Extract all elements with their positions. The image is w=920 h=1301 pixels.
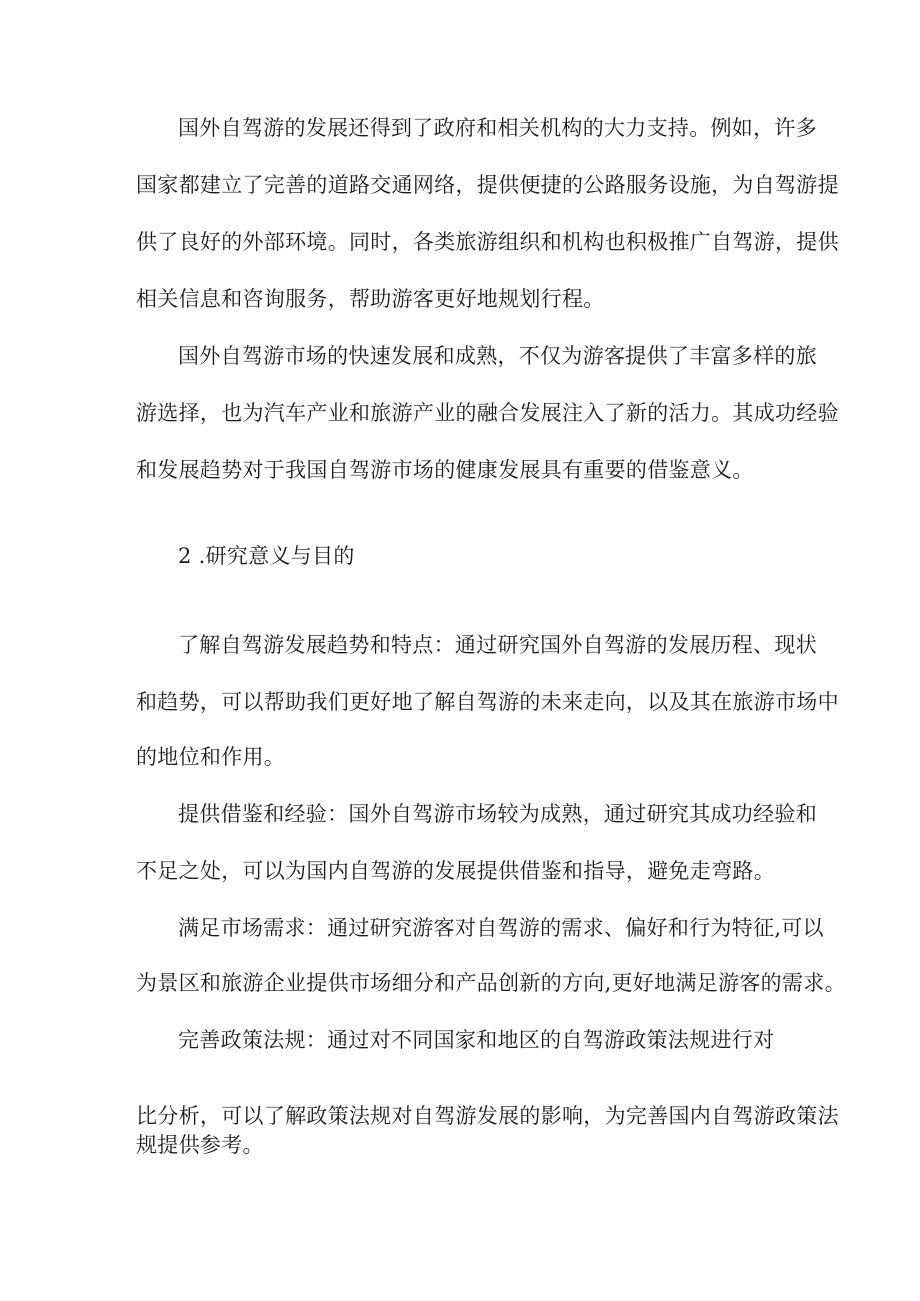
paragraph-5-line-1: 满足市场需求：通过研究游客对自驾游的需求、偏好和行为特征,可以 bbox=[178, 916, 824, 940]
section-heading: 2 .研究意义与目的 bbox=[178, 544, 355, 568]
paragraph-1-line-4: 相关信息和咨询服务，帮助游客更好地规划行程。 bbox=[136, 287, 605, 311]
paragraph-1-line-3: 供了良好的外部环境。同时，各类旅游组织和机构也积极推广自驾游，提供 bbox=[136, 230, 839, 254]
paragraph-4-line-1: 提供借鉴和经验：国外自驾游市场较为成熟，通过研究其成功经验和 bbox=[178, 802, 817, 826]
paragraph-6-line-3: 规提供参考。 bbox=[136, 1133, 264, 1157]
paragraph-4-line-2: 不足之处，可以为国内自驾游的发展提供借鉴和指导，避免走弯路。 bbox=[136, 859, 775, 883]
paragraph-6-line-1: 完善政策法规：通过对不同国家和地区的自驾游政策法规进行对 bbox=[178, 1028, 775, 1052]
paragraph-5-line-2: 为景区和旅游企业提供市场细分和产品创新的方向,更好地满足游客的需求。 bbox=[136, 971, 846, 995]
paragraph-3-line-3: 的地位和作用。 bbox=[136, 745, 286, 769]
paragraph-2-line-1: 国外自驾游市场的快速发展和成熟，不仅为游客提供了丰富多样的旅 bbox=[178, 344, 817, 368]
paragraph-1-line-2: 国家都建立了完善的道路交通网络，提供便捷的公路服务设施，为自驾游提 bbox=[136, 173, 839, 197]
paragraph-3-line-2: 和趋势，可以帮助我们更好地了解自驾游的未来走向，以及其在旅游市场中 bbox=[136, 690, 839, 714]
paragraph-6-line-2: 比分析，可以了解政策法规对自驾游发展的影响，为完善国内自驾游政策法 bbox=[136, 1104, 839, 1128]
paragraph-1-line-1: 国外自驾游的发展还得到了政府和相关机构的大力支持。例如，许多 bbox=[178, 116, 817, 140]
paragraph-2-line-2: 游选择，也为汽车产业和旅游产业的融合发展注入了新的活力。其成功经验 bbox=[136, 401, 839, 425]
paragraph-2-line-3: 和发展趋势对于我国自驾游市场的健康发展具有重要的借鉴意义。 bbox=[136, 458, 754, 482]
paragraph-3-line-1: 了解自驾游发展趋势和特点：通过研究国外自驾游的发展历程、现状 bbox=[178, 633, 817, 657]
